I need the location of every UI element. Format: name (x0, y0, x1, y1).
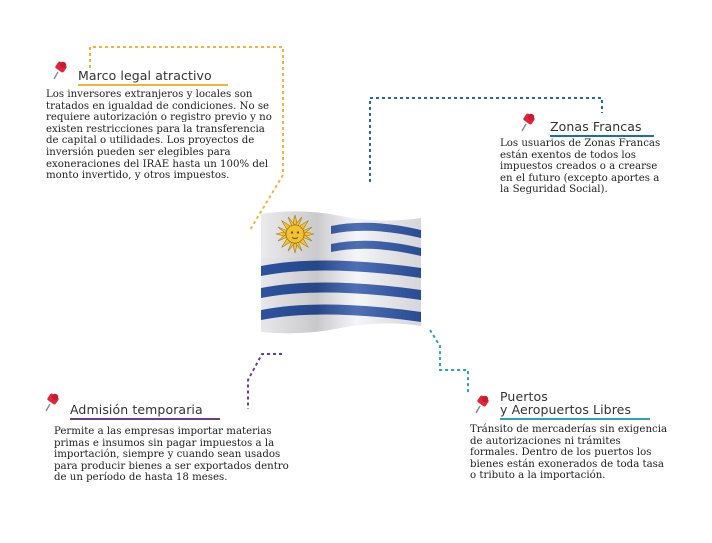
topic-title: Zonas Francas (550, 119, 642, 134)
title-underline (500, 418, 650, 420)
title-underline (78, 84, 228, 86)
title-underline (70, 418, 220, 420)
title-underline (550, 135, 654, 137)
topic-puertos-libres (470, 388, 680, 482)
topic-marco-legal (46, 60, 274, 182)
topic-zonas-francas (500, 112, 670, 196)
sun-of-may-icon (276, 215, 314, 253)
push-pin-icon (42, 392, 62, 414)
topic-admision-temporaria (40, 392, 310, 484)
topic-body: Permite a las empresas importar materias primas e insumos sin pagar impuestos a la importación, siempre y cuando sean usados para producir bienes a ser exportados dentro de un período de hasta 18 meses. (54, 426, 289, 484)
uruguay-flag-image (261, 208, 421, 336)
topic-title: Marco legal atractivo (78, 68, 212, 83)
topic-body: Los usuarios de Zonas Francas están exentos de todos los impuestos creados o a crearse en el futuro (excepto aportes a la Seguridad Social). (500, 138, 661, 196)
push-pin-icon (50, 60, 70, 82)
connector-puertos (430, 330, 468, 394)
topic-title: Admisión temporaria (70, 402, 203, 417)
push-pin-icon (518, 112, 538, 134)
topic-body: Los inversores extranjeros y locales son tratados en igualdad de condiciones. No se requiere autorización o registro previo y no existen restricciones para la transferencia de capital o utilidades. Los proyectos de inversión pueden ser elegibles para exoneraciones del IRAE hasta un 100% del monto invertido, y otros impuestos. (46, 89, 272, 182)
topic-title-line2: y Aeropuertos Libres (500, 402, 632, 417)
topic-body: Tránsito de mercaderías sin exigencia de autorizaciones ni trámites formales. Dentro de los puertos los bienes están exonerados de toda tasa o tributo a la importación. (470, 424, 668, 482)
topic-title-line1: Puertos (500, 389, 548, 404)
push-pin-icon (472, 394, 492, 416)
